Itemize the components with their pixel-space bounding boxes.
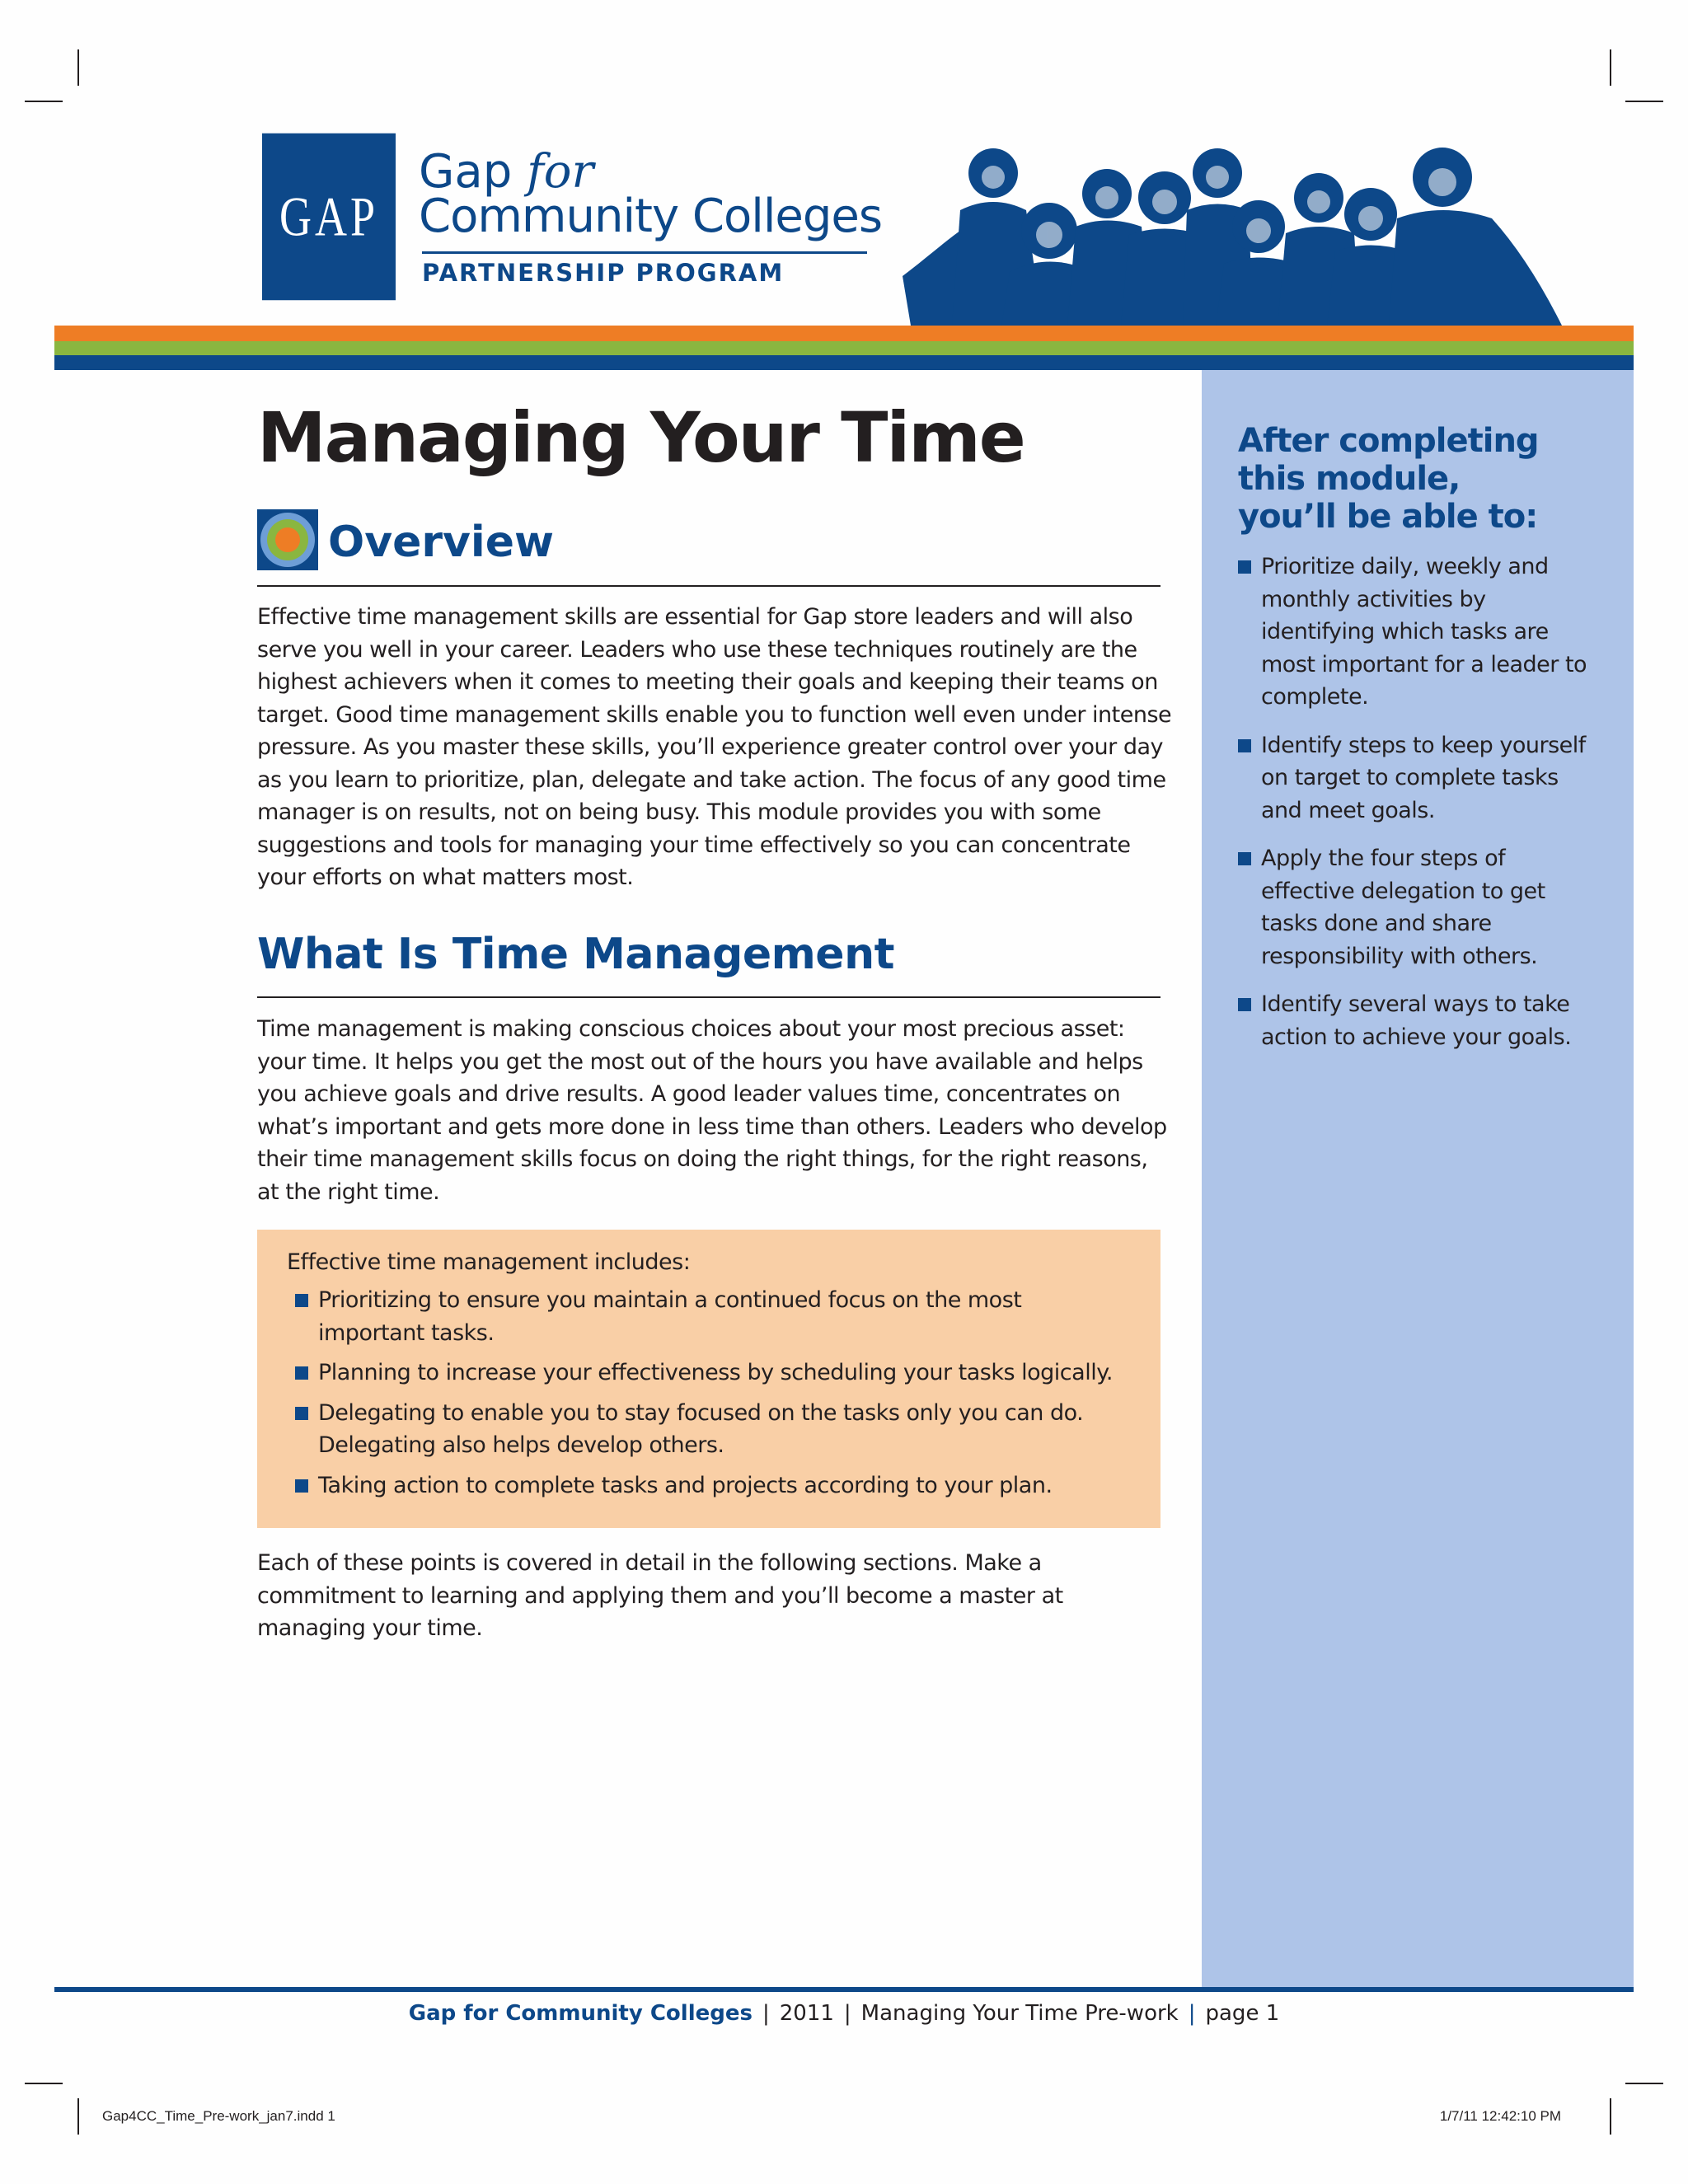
brand-program: PARTNERSHIP PROGRAM <box>422 259 785 287</box>
crop-mark <box>77 2098 79 2135</box>
gap-logo-text: GAP <box>279 185 379 248</box>
square-bullet-icon <box>295 1294 308 1307</box>
sidebar-item-text: Prioritize daily, weekly and monthly activities by identifying which tasks are most important for a leader to complete. <box>1261 554 1587 710</box>
callout-list <box>295 1284 1128 1509</box>
what-is-body: Time management is making conscious choices about your most precious asset: your time. It helps you get the most out of the hours you have available and helps you achieve goals and drive results. A good leader values time, concentrates on what’s important and gets more done in less time than others. Leaders who develop their time management skills focus on doing the right things, for the right reasons, at the right time. <box>257 1016 1167 1205</box>
header-stripe-green <box>54 341 1634 355</box>
square-bullet-icon <box>295 1407 308 1420</box>
footer-brand: Gap for Community Colleges <box>408 2001 753 2026</box>
sidebar-item <box>1238 729 1601 827</box>
footer-separator: | <box>843 2001 851 2026</box>
print-slug-timestamp: 1/7/11 12:42:10 PM <box>1439 2108 1561 2124</box>
square-bullet-icon <box>1238 998 1251 1011</box>
page-footer <box>0 2001 1688 2026</box>
callout-item <box>295 1397 1128 1462</box>
sidebar-item <box>1238 842 1601 972</box>
footer-rule <box>54 1987 1634 1992</box>
people-group-image <box>903 136 1587 326</box>
gap-logo <box>262 134 396 301</box>
what-is-rule <box>257 996 1160 998</box>
overview-heading: Overview <box>328 518 555 567</box>
callout-intro: Effective time management includes: <box>287 1249 691 1275</box>
square-bullet-icon <box>295 1479 308 1493</box>
brand-rule <box>422 251 867 254</box>
footer-separator: | <box>1188 2001 1196 2026</box>
page-title: Managing Your Time <box>257 397 1025 478</box>
footer-year: 2011 <box>779 2001 834 2026</box>
callout-item-text: Delegating to enable you to stay focused on the tasks only you can do. Delegating also helps develop others. <box>318 1399 1084 1458</box>
header-stripe-orange <box>54 326 1634 341</box>
closing-body: Each of these points is covered in detail in the following sections. Make a commitment to learning and applying them and you’ll become a master at managing your time. <box>257 1550 1063 1641</box>
callout-item <box>295 1469 1128 1502</box>
crop-mark <box>1610 2098 1611 2135</box>
footer-doc-title: Managing Your Time Pre-work <box>860 2001 1179 2026</box>
callout-item-text: Taking action to complete tasks and projects according to your plan. <box>318 1472 1053 1498</box>
crop-mark <box>1625 101 1663 102</box>
sidebar-item-text: Apply the four steps of effective delegation to get tasks done and share responsibility with others. <box>1261 846 1545 969</box>
header-stripe-blue <box>54 355 1634 370</box>
crop-mark <box>77 49 79 86</box>
sidebar-list <box>1238 551 1601 1069</box>
print-slug-file: Gap4CC_Time_Pre-work_jan7.indd 1 <box>102 2108 335 2124</box>
footer-page-number: page 1 <box>1205 2001 1280 2026</box>
square-bullet-icon <box>1238 560 1251 574</box>
crop-mark <box>25 101 63 102</box>
sidebar-item-text: Identify steps to keep yourself on target to complete tasks and meet goals. <box>1261 732 1586 823</box>
crop-mark <box>1625 2083 1663 2084</box>
brand-subtitle: Community Colleges <box>419 190 883 243</box>
brand-gap: Gap <box>419 145 513 199</box>
square-bullet-icon <box>295 1366 308 1380</box>
callout-box <box>257 1230 1160 1528</box>
sidebar-item <box>1238 551 1601 714</box>
overview-body: Effective time management skills are essential for Gap store leaders and will also serve you well in your career. Leaders who use these techniques routinely are the highest achievers when it comes to meeting their goals and keeping their teams on target. Good time management skills enable you to function well even under intense pressure. As you master these skills, you’ll experience greater control over your day as you learn to prioritize, plan, delegate and take action. The focus of any good time manager is on results, not on being busy. This module provides you with some suggestions and tools for managing your time effectively so you can concentrate your efforts on what matters most. <box>257 604 1172 890</box>
crop-mark <box>1610 49 1611 86</box>
crop-mark <box>25 2083 63 2084</box>
square-bullet-icon <box>1238 852 1251 865</box>
callout-item <box>295 1357 1128 1390</box>
callout-item-text: Planning to increase your effectiveness by scheduling your tasks logically. <box>318 1360 1113 1385</box>
footer-separator: | <box>762 2001 770 2026</box>
sidebar-heading: After completing this module, you’ll be able to: <box>1238 422 1539 536</box>
sidebar-item-text: Identify several ways to take action to achieve your goals. <box>1261 991 1572 1050</box>
square-bullet-icon <box>1238 739 1251 752</box>
sidebar-item <box>1238 988 1601 1053</box>
overview-rule <box>257 585 1160 587</box>
brand-for: for <box>527 145 594 199</box>
callout-item <box>295 1284 1128 1349</box>
callout-item-text: Prioritizing to ensure you maintain a continued focus on the most important tasks. <box>318 1287 1022 1346</box>
target-icon <box>257 509 318 570</box>
what-is-heading: What Is Time Management <box>257 930 894 979</box>
